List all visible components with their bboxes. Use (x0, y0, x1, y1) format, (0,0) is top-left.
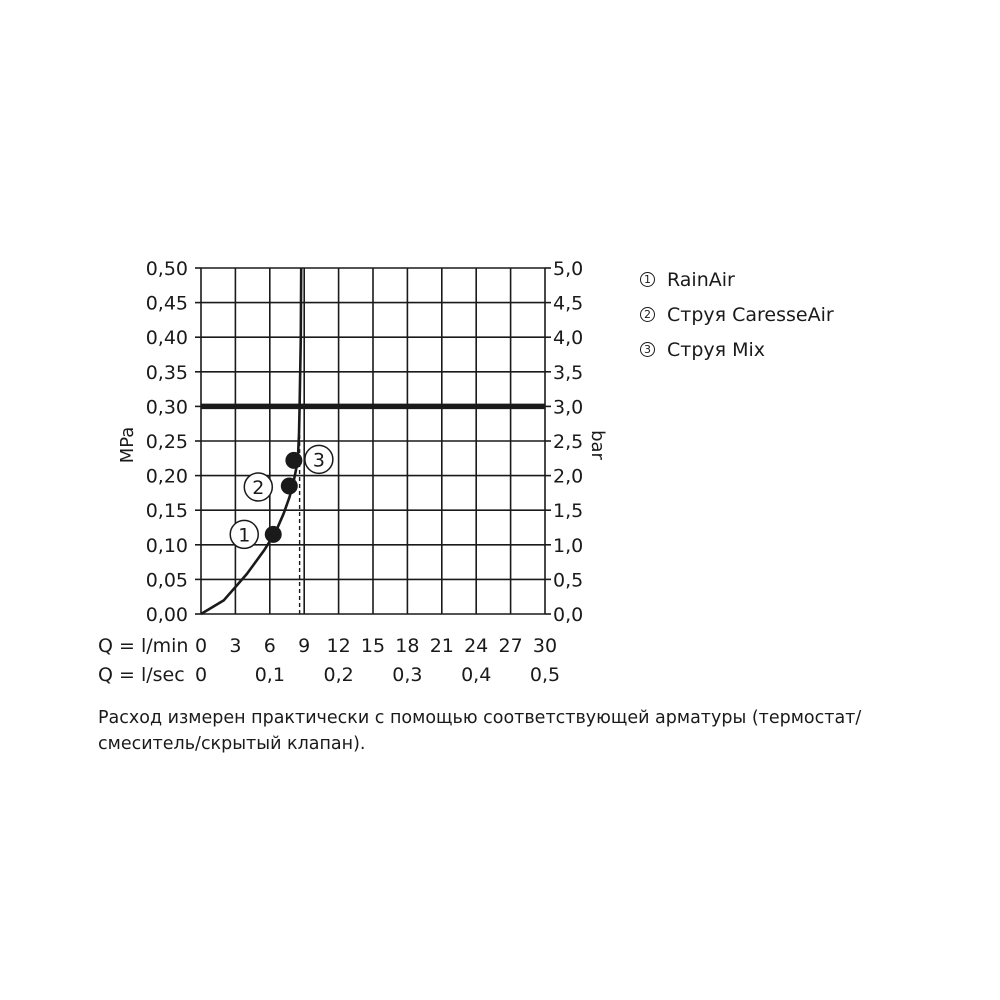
x-lsec-tick-label: 0,2 (323, 664, 354, 686)
legend-number-2: 2 (640, 307, 655, 322)
y-left-tick-label: 0,30 (145, 396, 188, 419)
chart-grid (195, 268, 551, 614)
y-left-tick-label: 0,20 (145, 465, 188, 488)
y-left-axis-title: MPa (117, 426, 138, 464)
x-lmin-tick-label: 21 (429, 635, 454, 657)
points-group (230, 445, 333, 548)
x-lmin-tick-label: 18 (395, 635, 420, 657)
y-left-tick-label: 0,10 (145, 534, 188, 557)
legend-number-1: 1 (640, 272, 655, 287)
data-point (265, 526, 282, 543)
y-left-tick-label: 0,25 (145, 431, 188, 453)
legend-label-1: RainAir (667, 268, 735, 291)
x-lsec-tick-label: 0,5 (529, 664, 561, 686)
x-lmin-tick-label: 15 (360, 635, 386, 657)
y-right-tick-label: 0,0 (553, 604, 584, 626)
data-point (281, 477, 298, 494)
caption-line-2: смеситель/скрытый клапан). (98, 734, 366, 754)
legend-label-3: Струя Mix (667, 338, 766, 361)
y-right-tick-label: 1,0 (553, 534, 584, 557)
x-lsec-axis-title: Q = l/sec (98, 664, 185, 686)
y-right-tick-label: 2,0 (553, 465, 584, 488)
legend-item-mix (640, 332, 834, 367)
y-left-tick-label: 0,15 (145, 500, 188, 523)
x-lsec-tick-label: 0,3 (392, 664, 423, 686)
y-left-tick-label: 0,50 (145, 258, 188, 280)
data-point (285, 452, 302, 469)
x-lmin-axis-title: Q = l/min (98, 635, 189, 657)
y-right-axis-title: bar (587, 430, 608, 460)
legend-item-rainair (640, 262, 834, 297)
y-right-tick-label: 0,5 (553, 569, 584, 592)
legend-number-3: 3 (640, 342, 655, 357)
y-right-tick-label: 4,5 (553, 292, 584, 315)
x-lsec-tick-label: 0,1 (254, 664, 285, 686)
y-right-tick-label: 1,5 (553, 500, 584, 523)
x-lmin-tick-label: 0 (194, 635, 208, 657)
x-lmin-tick-label: 9 (298, 635, 311, 657)
y-left-tick-label: 0,40 (145, 327, 188, 350)
x-lmin-tick-label: 27 (498, 635, 523, 657)
point-callout-label: 1 (238, 524, 251, 547)
point-callout-label: 2 (252, 476, 265, 499)
legend (640, 262, 834, 367)
y-left-tick-label: 0,00 (145, 604, 188, 626)
y-right-tick-label: 3,5 (553, 361, 584, 384)
y-right-tick-label: 2,5 (553, 431, 584, 453)
legend-label-2: Струя CaresseAir (667, 303, 834, 326)
y-right-tick-label: 4,0 (553, 327, 584, 350)
tick-labels (146, 258, 584, 686)
point-callout-label: 3 (312, 449, 325, 472)
x-lmin-tick-label: 24 (464, 635, 489, 657)
y-left-tick-label: 0,35 (145, 361, 188, 384)
y-right-tick-label: 5,0 (553, 258, 584, 280)
x-lsec-tick-label: 0 (194, 664, 208, 686)
caption-line-1: Расход измерен практически с помощью соответствующей арматуры (термостат/ (98, 708, 862, 728)
x-lmin-tick-label: 30 (532, 635, 558, 657)
x-lsec-tick-label: 0,4 (461, 664, 492, 686)
x-lmin-tick-label: 3 (229, 635, 242, 657)
y-left-tick-label: 0,05 (145, 569, 188, 592)
x-lmin-tick-label: 12 (326, 635, 351, 657)
y-right-tick-label: 3,0 (553, 396, 584, 419)
caption (98, 705, 918, 757)
legend-item-caresseair (640, 297, 834, 332)
y-left-tick-label: 0,45 (145, 292, 188, 315)
x-lmin-tick-label: 6 (263, 635, 276, 657)
